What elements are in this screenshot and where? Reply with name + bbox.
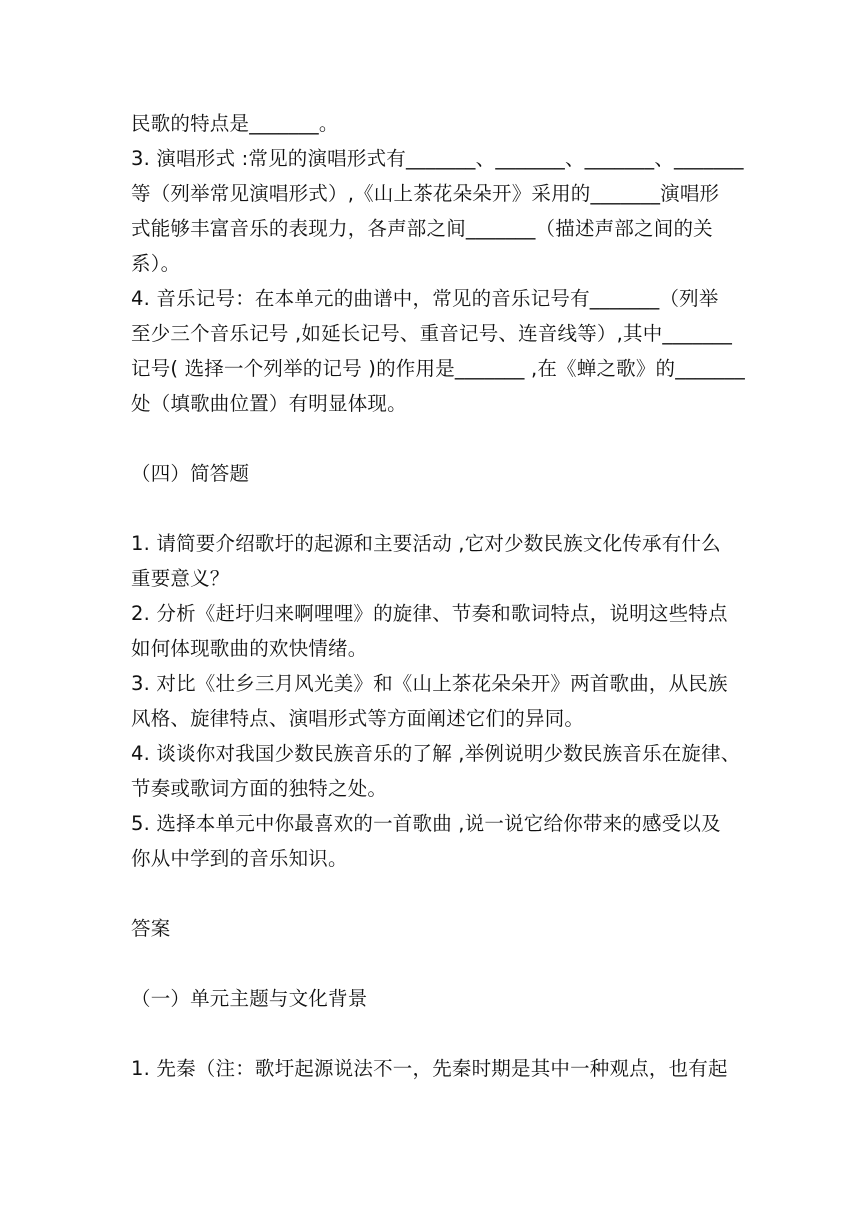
question-line: 你从中学到的音乐知识。: [131, 847, 348, 870]
answer-heading: 答案: [131, 917, 171, 940]
text-line: 4. 音乐记号：在本单元的曲谱中，常见的音乐记号有_______（列举: [131, 287, 719, 310]
question-line: 4. 谈谈你对我国少数民族音乐的了解 ,举例说明少数民族音乐在旋律、: [131, 742, 741, 765]
question-line: 节奏或歌词方面的独特之处。: [131, 777, 388, 800]
text-line: 系）。: [131, 252, 181, 275]
text-line: 记号( 选择一个列举的记号 )的作用是_______ ,在《蝉之歌》的_______: [131, 357, 745, 380]
section-heading: （一）单元主题与文化背景: [131, 987, 368, 1010]
question-line: 1. 请简要介绍歌圩的起源和主要活动 ,它对少数民族文化传承有什么: [131, 532, 721, 555]
text-line: 式能够丰富音乐的表现力，各声部之间_______（描述声部之间的关: [131, 217, 713, 240]
text-line: 等（列举常见演唱形式）,《山上茶花朵朵开》采用的_______演唱形: [131, 182, 720, 205]
text-line: 处（填歌曲位置）有明显体现。: [131, 392, 407, 415]
question-line: 风格、旋律特点、演唱形式等方面阐述它们的异同。: [131, 707, 585, 730]
text-line: 至少三个音乐记号 ,如延长记号、重音记号、连音线等）,其中_______: [131, 322, 733, 345]
question-line: 5. 选择本单元中你最喜欢的一首歌曲 ,说一说它给你带来的感受以及: [131, 812, 721, 835]
answer-line: 1. 先秦（注：歌圩起源说法不一，先秦时期是其中一种观点，也有起: [131, 1057, 728, 1080]
question-line: 2. 分析《赶圩归来啊哩哩》的旋律、节奏和歌词特点，说明这些特点: [131, 602, 728, 625]
text-line: 3. 演唱形式 :常见的演唱形式有_______、_______、_______、_______: [131, 147, 744, 170]
question-line: 重要意义？: [131, 567, 230, 590]
question-line: 如何体现歌曲的欢快情绪。: [131, 637, 368, 660]
text-line: 民歌的特点是_______。: [131, 112, 339, 135]
question-line: 3. 对比《壮乡三月风光美》和《山上茶花朵朵开》两首歌曲，从民族: [131, 672, 728, 695]
section-heading: （四）简答题: [131, 462, 250, 485]
